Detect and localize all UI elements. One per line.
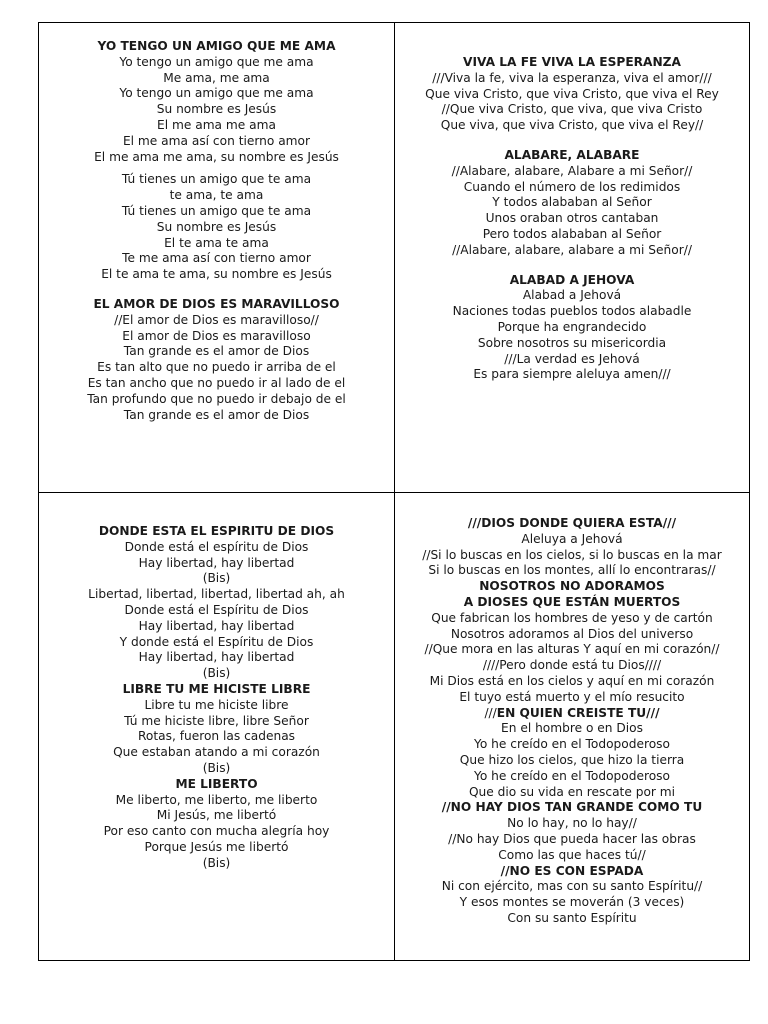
lyric-line: //Que viva Cristo, que viva, que viva Cristo <box>441 102 703 117</box>
song-title: ALABAD A JEHOVA <box>509 272 635 287</box>
lyric-line: (Bis) <box>202 855 231 870</box>
song-title-mixed <box>395 706 749 722</box>
lyric-line: Pero todos alababan al Señor <box>482 226 662 241</box>
lyric-line: Rotas, fueron las cadenas <box>137 729 296 744</box>
lyric-line: Y todos alababan al Señor <box>492 195 652 210</box>
lyric-line: (Bis) <box>202 571 231 586</box>
spacer <box>395 134 749 141</box>
lyric-line: Yo he creído en el Todopoderoso <box>474 768 670 783</box>
lyric-line: Que viva, que viva Cristo, que viva el Rey// <box>440 118 704 133</box>
lyric-line: //Que mora en las alturas Y aquí en mi corazón// <box>424 642 720 657</box>
lyric-line: //Si lo buscas en los cielos, si lo buscas en la mar <box>422 547 722 562</box>
lyric-line: ///La verdad es Jehová <box>504 351 640 366</box>
lyric-line: Donde está el Espíritu de Dios <box>124 602 309 617</box>
lyric-line: Tan grande es el amor de Dios <box>123 344 310 359</box>
lyric-line: (Bis) <box>202 666 231 681</box>
lyric-line: El tuyo está muerto y el mío resucito <box>459 689 685 704</box>
lyric-line: El amor de Dios es maravilloso <box>122 328 311 343</box>
lyric-line: Su nombre es Jesús <box>156 102 277 117</box>
lyric-line: Me liberto, me liberto, me liberto <box>115 792 318 807</box>
song-title: //NO ES CON ESPADA <box>500 863 644 878</box>
lyric-line: te ama, te ama <box>169 188 264 203</box>
lyric-line: Porque ha engrandecido <box>497 319 647 334</box>
lyric-line: //No hay Dios que pueda hacer las obras <box>448 831 696 846</box>
lyric-line: Ni con ejército, mas con su santo Espíritu// <box>441 879 703 894</box>
lyric-line: ////Pero donde está tu Dios//// <box>482 658 662 673</box>
panel-top-left <box>39 39 394 423</box>
song-title: DONDE ESTA EL ESPIRITU DE DIOS <box>98 524 335 538</box>
lyric-line: Y esos montes se moverán (3 veces) <box>459 895 685 910</box>
lyric-line: Libre tu me hiciste libre <box>144 697 289 712</box>
lyric-line: Mi Jesús, me libertó <box>156 808 277 823</box>
lyric-line: Su nombre es Jesús <box>156 219 277 234</box>
lyric-line: Tan grande es el amor de Dios <box>123 407 310 422</box>
lyric-line: (Bis) <box>202 760 231 775</box>
lyric-line: Que estaban atando a mi corazón <box>113 745 320 760</box>
lyric-line: Con su santo Espíritu <box>507 910 637 925</box>
lyric-line: El me ama me ama, su nombre es Jesús <box>94 149 339 164</box>
lyric-line: Tú me hiciste libre, libre Señor <box>124 713 309 728</box>
lyric-line: Hay libertad, hay libertad <box>138 555 295 570</box>
panel-top-right <box>395 55 749 383</box>
title-prefix: /// <box>484 705 497 720</box>
lyric-line: //Alabare, alabare, alabare a mi Señor// <box>452 242 692 257</box>
lyric-line: El me ama me ama <box>157 117 276 132</box>
panel-bottom-right <box>395 516 749 927</box>
song-title: ALABARE, ALABARE <box>504 147 640 162</box>
lyric-line: Por eso canto con mucha alegría hoy <box>103 824 330 839</box>
spacer <box>395 259 749 266</box>
lyric-line: Yo tengo un amigo que me ama <box>119 86 314 101</box>
song-title: LIBRE TU ME HICISTE LIBRE <box>122 681 311 696</box>
lyric-line: Y donde está el Espíritu de Dios <box>119 634 314 649</box>
lyric-line: Hay libertad, hay libertad <box>138 650 295 665</box>
lyric-line: //Alabare, alabare, Alabare a mi Señor// <box>451 163 693 178</box>
spacer <box>395 141 749 148</box>
song-title: ///DIOS DONDE QUIERA ESTA/// <box>467 516 677 530</box>
spacer <box>39 165 394 172</box>
lyric-line: No lo hay, no lo hay// <box>507 816 637 831</box>
lyric-line: Es tan ancho que no puedo ir al lado de el <box>87 375 346 390</box>
song-title: A DIOSES QUE ESTÁN MUERTOS <box>463 594 681 609</box>
lyric-line: Me ama, me ama <box>163 70 270 85</box>
lyric-line: Libertad, libertad, libertad, libertad ah, ah <box>88 587 345 602</box>
lyric-line: Es tan alto que no puedo ir arriba de el <box>97 360 336 375</box>
lyric-line: Donde está el espíritu de Dios <box>124 539 309 554</box>
lyric-line: Si lo buscas en los montes, allí lo encontraras// <box>428 563 716 578</box>
song-title: YO TENGO UN AMIGO QUE ME AMA <box>97 39 336 53</box>
song-title: //NO HAY DIOS TAN GRANDE COMO TU <box>441 800 703 815</box>
lyric-line: Tan profundo que no puedo ir debajo de el <box>87 391 346 406</box>
song-title: ME LIBERTO <box>175 776 258 791</box>
lyric-line: En el hombre o en Dios <box>501 721 643 736</box>
lyric-line: Te me ama así con tierno amor <box>122 251 311 266</box>
lyric-line: Naciones todas pueblos todos alabadle <box>452 304 692 319</box>
lyric-line: Que dio su vida en rescate por mi <box>468 784 676 799</box>
song-title: VIVA LA FE VIVA LA ESPERANZA <box>463 55 681 69</box>
lyric-line: Porque Jesús me libertó <box>144 839 289 854</box>
lyric-line: Tú tienes un amigo que te ama <box>121 172 312 187</box>
lyric-line: Es para siempre aleluya amen/// <box>473 367 671 382</box>
song-sheet-grid <box>38 22 750 961</box>
horizontal-divider <box>39 492 749 493</box>
spacer <box>39 283 394 290</box>
spacer <box>395 266 749 273</box>
lyric-line: Sobre nosotros su misericordia <box>477 335 667 350</box>
lyric-line: Hay libertad, hay libertad <box>138 618 295 633</box>
lyric-line: Yo he creído en el Todopoderoso <box>474 737 670 752</box>
lyric-line: ///Viva la fe, viva la esperanza, viva el amor/// <box>432 70 712 85</box>
lyric-line: El te ama te ama, su nombre es Jesús <box>101 267 332 282</box>
lyric-line: Que hizo los cielos, que hizo la tierra <box>459 752 685 767</box>
lyric-line: //El amor de Dios es maravilloso// <box>114 312 319 327</box>
song-title: EL AMOR DE DIOS ES MARAVILLOSO <box>93 296 340 311</box>
spacer <box>39 290 394 297</box>
lyric-line: Yo tengo un amigo que me ama <box>119 54 314 69</box>
song-title: EN QUIEN CREISTE TU/// <box>496 705 660 720</box>
lyric-line: Alabad a Jehová <box>522 288 622 303</box>
song-title: NOSOTROS NO ADORAMOS <box>479 579 665 594</box>
lyric-line: El te ama te ama <box>164 235 269 250</box>
lyric-line: Cuando el número de los redimidos <box>463 179 681 194</box>
lyric-line: Tú tienes un amigo que te ama <box>121 203 312 218</box>
lyric-line: Nosotros adoramos al Dios del universo <box>450 626 694 641</box>
lyric-line: Unos oraban otros cantaban <box>485 211 659 226</box>
lyric-line: Que viva Cristo, que viva Cristo, que viva el Rey <box>425 86 719 101</box>
lyric-line: El me ama así con tierno amor <box>122 133 311 148</box>
panel-bottom-left <box>39 524 394 872</box>
lyric-line: Como las que haces tú// <box>498 847 646 862</box>
lyric-line: Aleluya a Jehová <box>521 531 623 546</box>
lyric-line: Mi Dios está en los cielos y aquí en mi corazón <box>429 673 715 688</box>
lyric-line: Que fabrican los hombres de yeso y de cartón <box>431 610 713 625</box>
